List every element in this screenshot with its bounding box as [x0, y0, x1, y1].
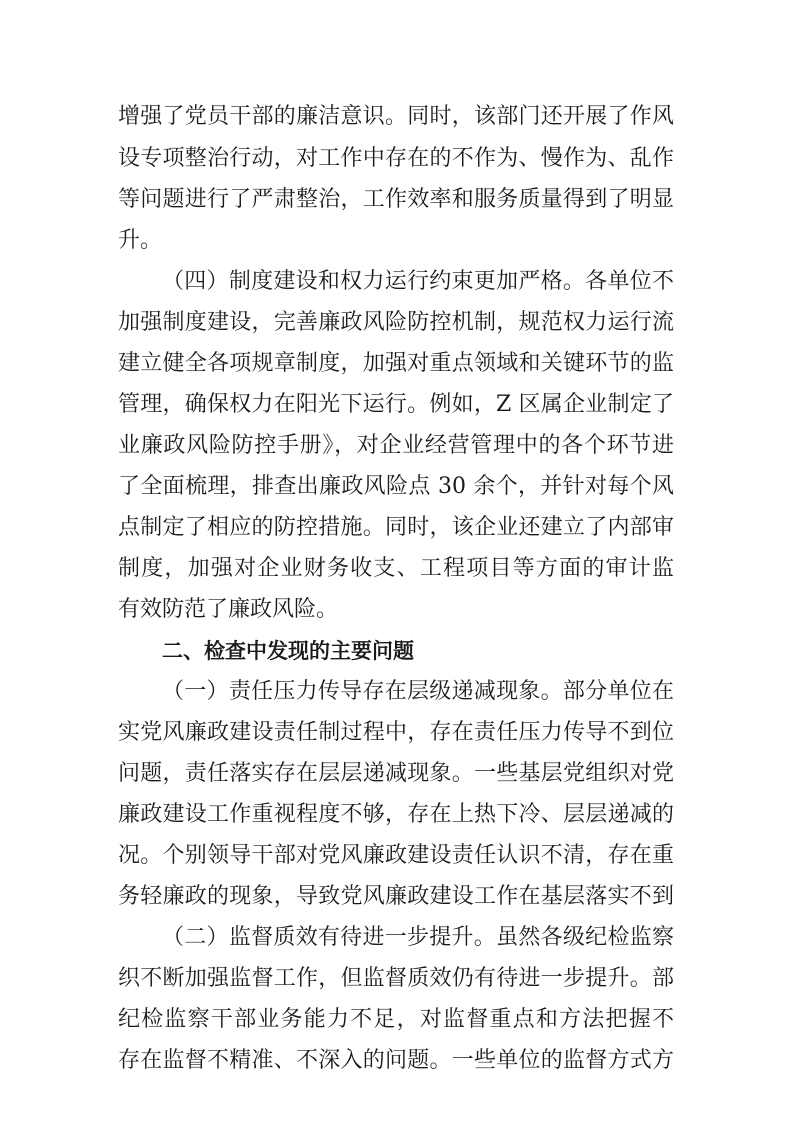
text-line: 制度，加强对企业财务收支、工程项目等方面的审计监 — [118, 556, 674, 581]
text-line: 实党风廉政建设责任制过程中，存在责任压力传导不到位 — [118, 720, 674, 745]
paragraph-first-line: （二）监督质效有待进一步提升。虽然各级纪检监察 — [162, 925, 674, 950]
paragraph-first-line: （四）制度建设和权力运行约束更加严格。各单位不 — [162, 269, 674, 294]
text-line: 织不断加强监督工作，但监督质效仍有待进一步提升。部 — [118, 966, 674, 991]
text-line: 增强了党员干部的廉洁意识。同时，该部门还开展了作风 — [118, 104, 674, 129]
text-line: 况。个别领导干部对党风廉政建设责任认识不清，存在重 — [118, 843, 674, 868]
section-heading: 二、检查中发现的主要问题 — [162, 639, 414, 663]
text-line: 建立健全各项规章制度，加强对重点领域和关键环节的监 — [118, 351, 674, 376]
text-line: 设专项整治行动，对工作中存在的不作为、慢作为、乱作 — [118, 146, 674, 171]
paragraph-first-line: （一）责任压力传导存在层级递减现象。部分单位在 — [162, 679, 674, 704]
text-line: 点制定了相应的防控措施。同时，该企业还建立了内部审 — [118, 515, 674, 540]
text-line: 管理，确保权力在阳光下运行。例如，Z 区属企业制定了 — [118, 392, 674, 417]
text-line: 了全面梳理，排查出廉政风险点 30 余个，并针对每个风 — [118, 474, 674, 499]
text-line: 等问题进行了严肃整治，工作效率和服务质量得到了明显 — [118, 187, 674, 212]
text-line: 纪检监察干部业务能力不足，对监督重点和方法把握不 — [118, 1007, 674, 1032]
text-line: 廉政建设工作重视程度不够，存在上热下冷、层层递减的 — [118, 802, 674, 827]
text-line: 存在监督不精准、不深入的问题。一些单位的监督方式方 — [118, 1048, 674, 1073]
text-line: 加强制度建设，完善廉政风险防控机制，规范权力运行流 — [118, 310, 674, 335]
text-line: 升。 — [118, 228, 163, 253]
text-line: 业廉政风险防控手册》，对企业经营管理中的各个环节进 — [118, 433, 674, 458]
text-line: 问题，责任落实存在层层递减现象。一些基层党组织对党 — [118, 761, 674, 786]
text-line: 务轻廉政的现象，导致党风廉政建设工作在基层落实不到 — [118, 884, 674, 909]
text-line: 有效防范了廉政风险。 — [118, 597, 339, 622]
